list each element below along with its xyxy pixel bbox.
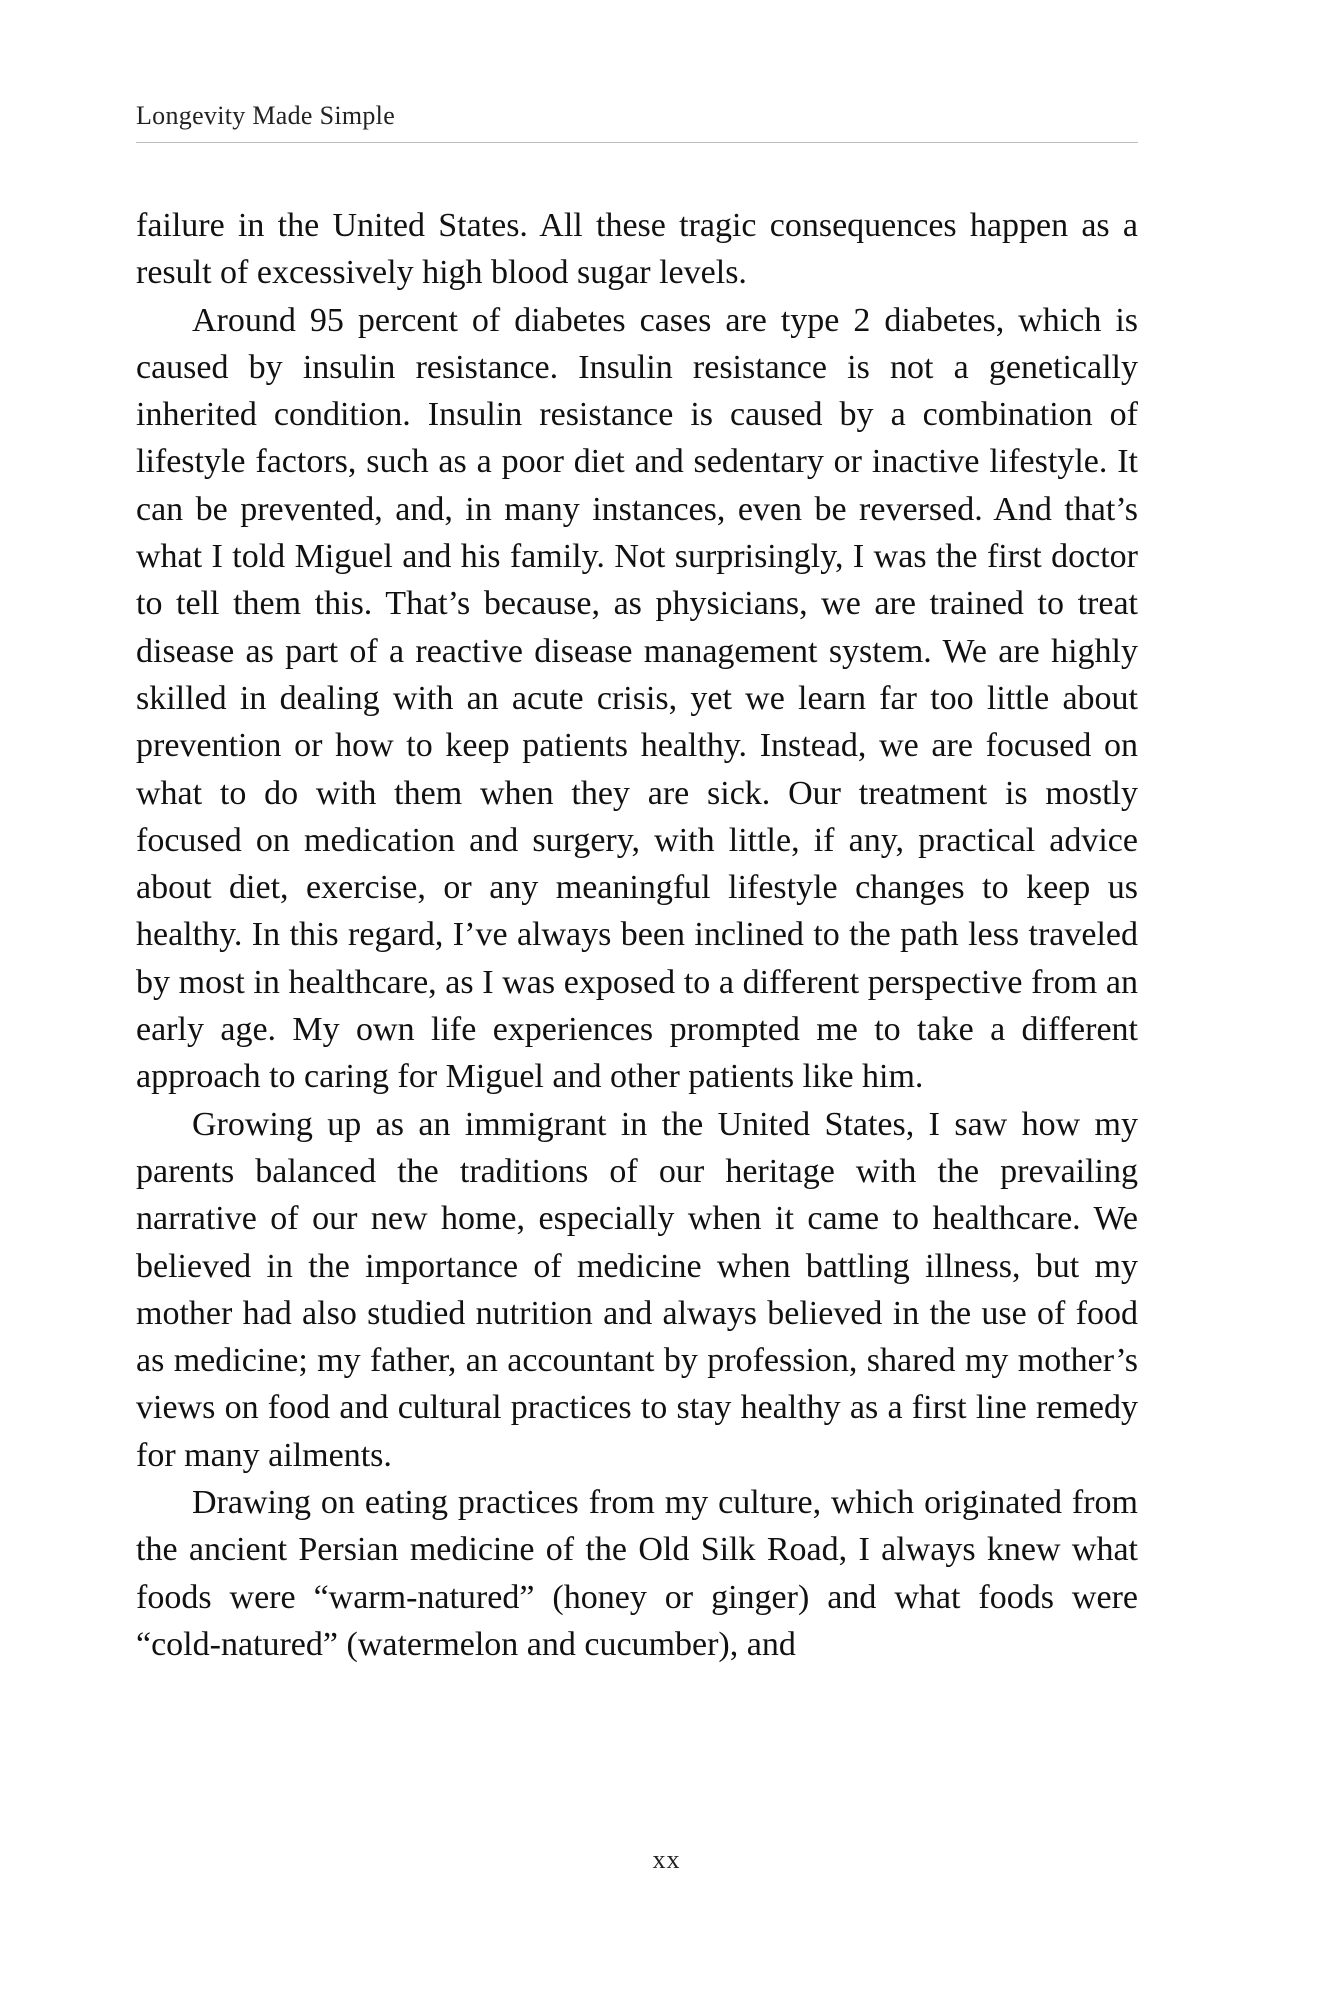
page-number: xx xyxy=(652,1845,681,1874)
running-head-title: Longevity Made Simple xyxy=(136,101,396,130)
paragraph-continued: failure in the United States. All these tragic consequences happen as a result of excessively high blood sugar levels. xyxy=(136,207,1138,292)
paragraph: Growing up as an immigrant in the United States, I saw how my parents balanced the traditions of our heritage with the prevailing narrative of our new home, especially when it came to healthcare. We believed in the importance of medicine when battling illness, but my mother had also studied nutrition and always believed in the use of food as medicine; my father, an accountant by profession, shared my mother’s views on food and cultural practices to stay healthy as a first line remedy for many ailments. xyxy=(136,1105,1138,1474)
body-text xyxy=(136,202,1138,1668)
paragraph: Around 95 percent of diabetes cases are type 2 diabetes, which is caused by insulin resistance. Insulin resistance is not a genetically inherited condition. Insulin resistance is caused by a combination of lifestyle factors, such as a poor diet and sedentary or inactive lifestyle. It can be prevented, and, in many instances, even be reversed. And that’s what I told Miguel and his family. Not surprisingly, I was the first doctor to tell them this. That’s because, as physicians, we are trained to treat disease as part of a reactive disease management system. We are highly skilled in dealing with an acute crisis, yet we learn far too little about prevention or how to keep patients healthy. Instead, we are focused on what to do with them when they are sick. Our treatment is mostly focused on medication and surgery, with little, if any, practical advice about diet, exercise, or any meaningful lifestyle changes to keep us healthy. In this regard, I’ve always been inclined to the path less traveled by most in healthcare, as I was exposed to a different perspective from an early age. My own life experiences prompted me to take a different approach to caring for Miguel and other patients like him. xyxy=(136,301,1138,1096)
header-rule xyxy=(136,142,1138,143)
paragraph: Drawing on eating practices from my culture, which originated from the ancient Persian medicine of the Old Silk Road, I always knew what foods were “warm-natured” (honey or ginger) and what foods were “cold-natured” (watermelon and cucumber), and xyxy=(136,1484,1138,1663)
